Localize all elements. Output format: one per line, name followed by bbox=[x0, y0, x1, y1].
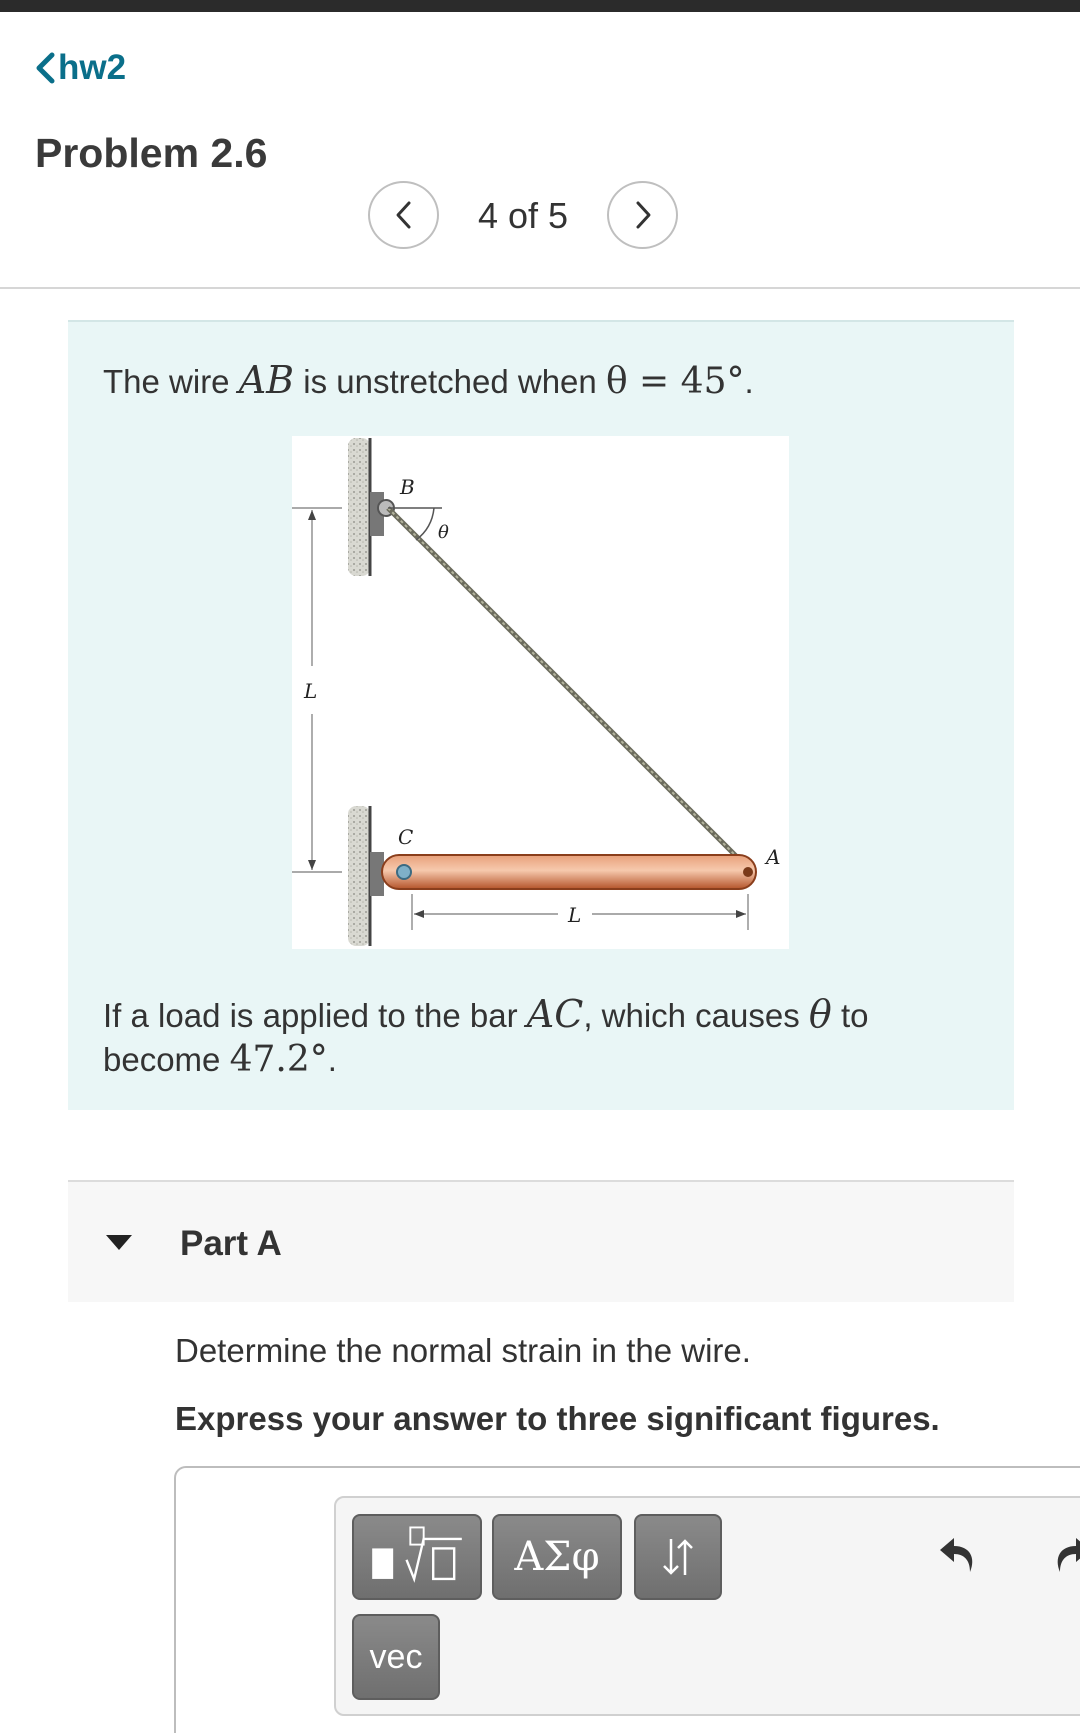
statement-text: The wire bbox=[103, 363, 239, 400]
header-divider bbox=[0, 287, 1080, 289]
label-a: A bbox=[766, 845, 781, 869]
vec-button[interactable]: vec bbox=[352, 1614, 440, 1700]
chevron-left-icon bbox=[34, 51, 56, 85]
statement-text: . bbox=[327, 1041, 337, 1078]
caret-down-icon bbox=[104, 1232, 134, 1252]
statement-text: If a load is applied to the bar bbox=[103, 997, 527, 1034]
statement-text: , which causes bbox=[583, 997, 809, 1034]
chevron-left-icon bbox=[393, 200, 415, 230]
pin-c bbox=[397, 865, 411, 879]
part-a-header[interactable] bbox=[68, 1180, 1014, 1302]
label-c: C bbox=[398, 825, 414, 849]
math-var-ab: AB bbox=[238, 358, 295, 402]
pager-count: 4 of 5 bbox=[477, 195, 569, 236]
redo-icon[interactable] bbox=[1048, 1532, 1080, 1578]
statement-line-1 bbox=[103, 358, 754, 402]
page-title: Problem 2.6 bbox=[35, 130, 268, 176]
templates-button[interactable] bbox=[352, 1514, 482, 1600]
next-button[interactable] bbox=[607, 181, 678, 249]
previous-button[interactable] bbox=[368, 181, 439, 249]
chevron-right-icon bbox=[632, 200, 654, 230]
math-var-ac: AC bbox=[526, 992, 584, 1036]
math-theta-final: 47.2° bbox=[229, 1039, 328, 1080]
statement-text: . bbox=[744, 363, 754, 400]
updown-arrows-button[interactable] bbox=[634, 1514, 722, 1600]
instruction-text: Express your answer to three significant figures. bbox=[175, 1400, 940, 1437]
updown-arrows-icon bbox=[658, 1535, 698, 1579]
label-l-vertical: L bbox=[304, 679, 318, 703]
problem-figure bbox=[292, 436, 789, 949]
back-link[interactable] bbox=[34, 48, 126, 88]
dim-arrow-right bbox=[736, 910, 746, 918]
templates-icon bbox=[354, 1516, 480, 1598]
dim-arrow-left bbox=[414, 910, 424, 918]
statement-text: to become bbox=[103, 997, 869, 1078]
wire-bar-diagram bbox=[292, 436, 789, 949]
problem-statement bbox=[68, 320, 1014, 1110]
part-label: Part A bbox=[180, 1224, 282, 1263]
top-status-bar bbox=[0, 0, 1080, 12]
pager bbox=[368, 181, 680, 249]
greek-symbols-button[interactable]: ΑΣφ bbox=[492, 1514, 622, 1600]
math-theta: θ bbox=[808, 992, 832, 1036]
undo-icon[interactable] bbox=[936, 1532, 982, 1578]
dim-arrow-down bbox=[308, 860, 316, 870]
upper-wall bbox=[348, 438, 370, 576]
label-l-horizontal: L bbox=[568, 903, 582, 927]
math-toolbar bbox=[334, 1496, 1080, 1716]
lower-wall bbox=[348, 806, 370, 946]
bar-ac bbox=[382, 855, 756, 889]
statement-text: is unstretched when bbox=[294, 363, 606, 400]
statement-line-2 bbox=[103, 992, 983, 1082]
label-b: B bbox=[400, 475, 415, 499]
dim-arrow-up bbox=[308, 510, 316, 520]
pin-a bbox=[743, 867, 753, 877]
question-text: Determine the normal strain in the wire. bbox=[175, 1332, 751, 1369]
label-theta: θ bbox=[438, 522, 449, 543]
math-theta-initial: θ = 45° bbox=[605, 361, 745, 402]
back-link-label: hw2 bbox=[58, 48, 127, 87]
